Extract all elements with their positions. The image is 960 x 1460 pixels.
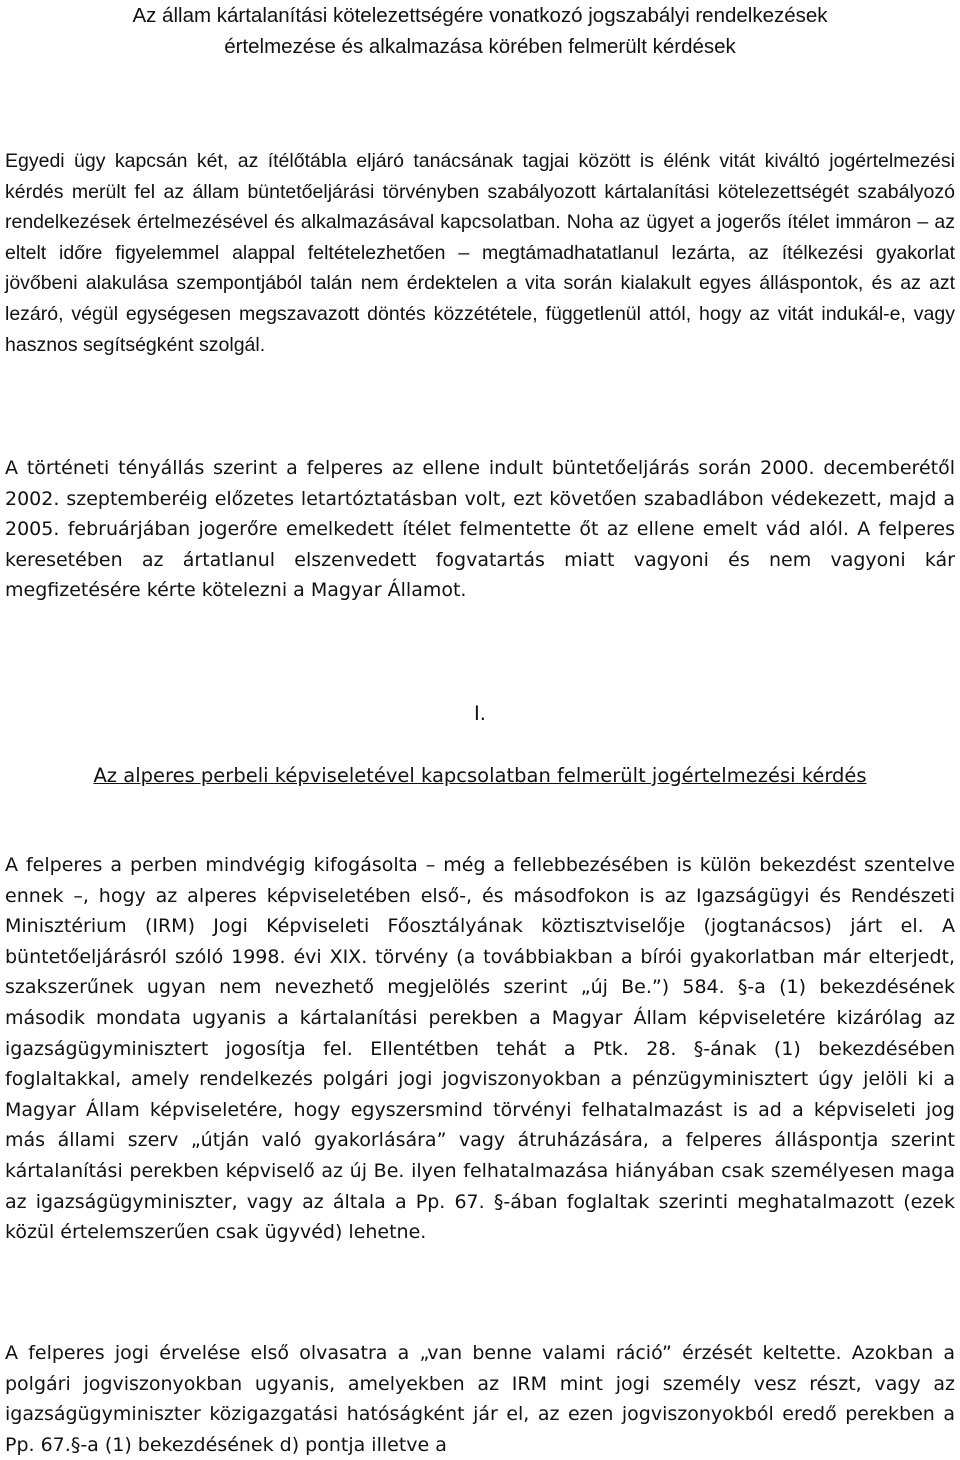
title-line-1: Az állam kártalanítási kötelezettségére vonatkozó jogszabályi rendelkezések <box>132 4 828 27</box>
title-line-2: értelmezése és alkalmazása körében felmerült kérdések <box>224 35 736 58</box>
paragraph-argument: A felperes jogi érvelése első olvasatra a „van benne valami ráció” érzését keltette. Azokban a polgári jogviszonyokban ugyanis, amelyekben az IRM mint jogi személy vesz részt, vagy az igazságügyminiszter közigazgatási hatóságként jár el, az ezen jogviszonyokból eredő perekben a Pp. 67.§-a (1) bekezdésének d) pontja illetve a <box>5 1342 955 1456</box>
section-heading: Az alperes perbeli képviseletével kapcsolatban felmerült jogértelmezési kérdés <box>93 764 867 787</box>
paragraph-facts: A történeti tényállás szerint a felperes az ellene indult büntetőeljárás során 2000. decemberétől 2002. szeptemberéig előzetes letartóztatásban volt, ezt követően szabadlábon védekezett, majd a 2005. februárjában jogerőre emelkedett ítélet felmentette őt az ellene emelt vád alól. A felperes keresetében az ártatlanul elszenvedett fogvatartás miatt vagyoni és nem vagyoni kár megfizetésére kérte kötelezni a Magyar Államot. <box>5 457 955 602</box>
document-title <box>5 0 955 62</box>
section-number: I. <box>474 702 486 725</box>
paragraph-intro: Egyedi ügy kapcsán két, az ítélőtábla eljáró tanácsának tagjai között is élénk vitát kiváltó jogértelmezési kérdés merült fel az állam büntetőeljárási törvényben szabályozott kártalanítási kötelezettségét szabályozó rendelkezések értelmezésével és alkalmazásával kapcsolatban. Noha az ügyet a jogerős ítélet immáron – az eltelt időre figyelemmel alappal feltételezhetően – megtámadhatatlanul lezárta, az ítélkezési gyakorlat jövőbeni alakulása szempontjából talán nem érdektelen a vita során kialakult egyes álláspontok, és az azt lezáró, végül egységesen megszavazott döntés közzététele, függetlenül attól, hogy az vitát indukál-e, vagy hasznos segítségként szolgál. <box>5 150 955 356</box>
paragraph-representation: A felperes a perben mindvégig kifogásolta – még a fellebbezésében is külön bekezdést szentelve ennek –, hogy az alperes képviseletében első-, és másodfokon is az Igazságügyi és Rendészeti Minisztérium (IRM) Jogi Képviseleti Főosztályának köztisztviselője (jogtanácsos) járt el. A büntetőeljárásról szóló 1998. évi XIX. törvény (a továbbiakban a bírói gyakorlatban már elterjedt, szakszerűnek ugyan nem nevezhető megjelölés szerint „új Be.”) 584. §-a (1) bekezdésének második mondata ugyanis a kártalanítási perekben a Magyar Állam képviseletére kizárólag az igazságügyminisztert jogosítja fel. Ellentétben tehát a Ptk. 28. §-ának (1) bekezdésében foglaltakkal, amely rendelkezés polgári jogi jogviszonyokban a pénzügyminisztert úgy jelöli ki a Magyar Állam képviseletére, hogy egyszersmind törvényi felhatalmazást is ad a képviseleti jog más állami szerv „útján való gyakorlására” vagy átruházására, a felperes álláspontja szerint kártalanítási perekben képviselő az új Be. ilyen felhatalmazása hiányában csak személyesen maga az igazságügyminiszter, vagy az általa a Pp. 67. §-ában foglaltak szerinti meghatalmazott (ezek közül értelemszerűen csak ügyvéd) lehetne. <box>5 854 955 1244</box>
